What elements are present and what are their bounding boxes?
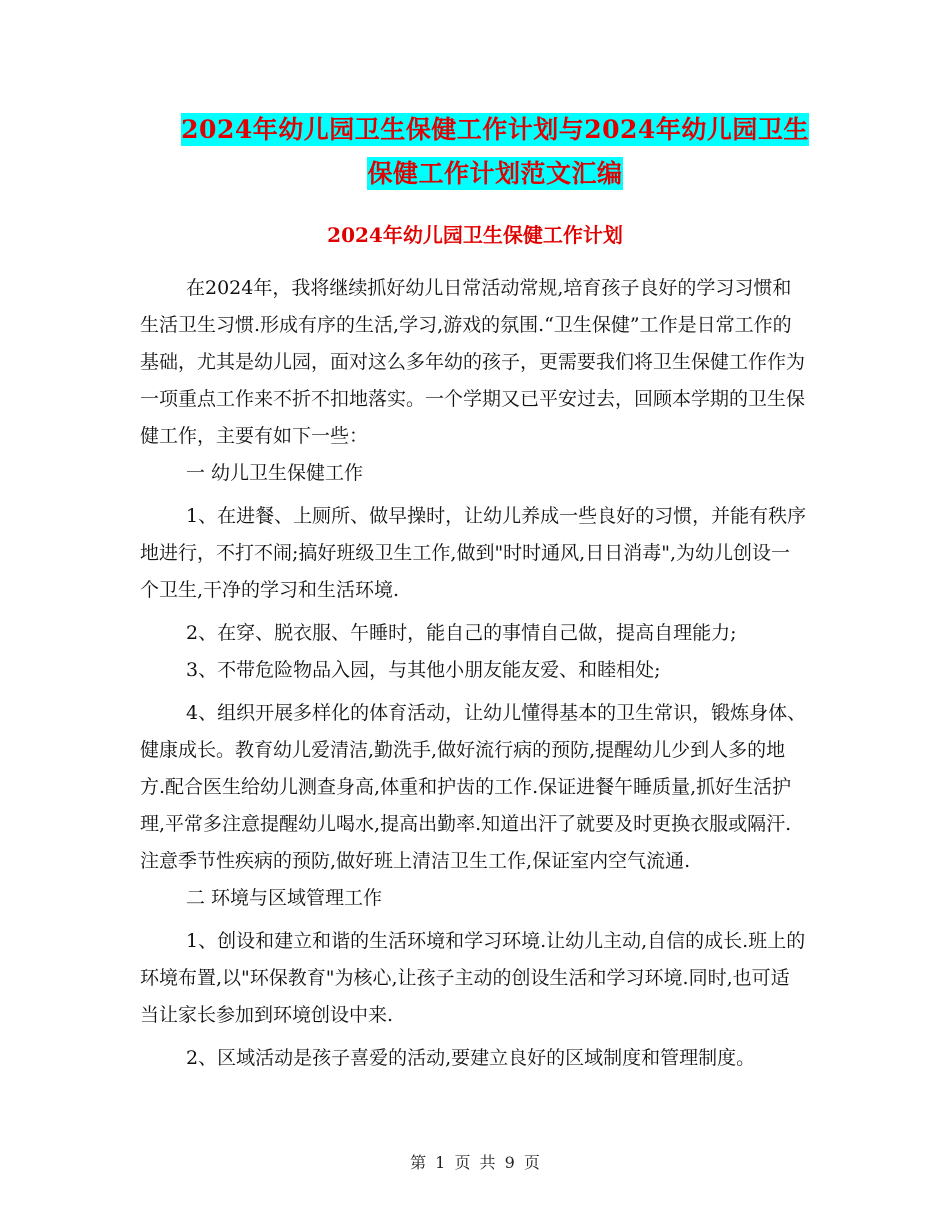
main-title-line-2: 保健工作计划范文汇编: [367, 159, 623, 188]
heading-health-care: 一 幼儿卫生保健工作: [186, 462, 364, 484]
paragraph-env-1: 1、创设和建立和谐的生活环境和学习环境.让幼儿主动,自信的成长.班上的环境布置,以"环保教育"为核心,让孩子主动的创设生活和学习环境.同时,也可适当让家长参加到环境创设中来.: [140, 930, 806, 1026]
paragraph-item-4: 4、组织开展多样化的体育活动，让幼儿懂得基本的卫生常识，锻炼身体、健康成长。教育幼儿爱清洁,勤洗手,做好流行病的预防,提醒幼儿少到人多的地方.配合医生给幼儿测查身高,体重和护齿的工作.保证进餐午睡质量,抓好生活护理,平常多注意提醒幼儿喝水,提高出勤率.知道出汗了就要及时更换衣服或隔汗.注意季节性疾病的预防,做好班上清洁卫生工作,保证室内空气流通.: [140, 702, 807, 872]
main-title: [140, 108, 850, 196]
section-title: 2024年幼儿园卫生保健工作计划: [327, 223, 623, 247]
paragraph-item-3: 3、不带危险物品入园，与其他小朋友能友爱、和睦相处;: [186, 659, 661, 681]
main-title-line-1: 2024年幼儿园卫生保健工作计划与2024年幼儿园卫生: [181, 115, 809, 144]
paragraph-env-2: 2、区域活动是孩子喜爱的活动,要建立良好的区域制度和管理制度。: [186, 1047, 756, 1069]
document-body: [140, 270, 808, 1077]
page-footer: 第 1 页 共 9 页: [410, 1153, 540, 1172]
paragraph-item-2: 2、在穿、脱衣服、午睡时，能自己的事情自己做，提高自理能力;: [186, 622, 737, 644]
heading-environment: 二 环境与区域管理工作: [186, 887, 383, 909]
paragraph-item-1: 1、在进餐、上厕所、做早操时，让幼儿养成一些良好的习惯，并能有秩序地进行，不打不闹;搞好班级卫生工作,做到"时时通风,日日消毒",为幼儿创设一个卫生,干净的学习和生活环境.: [140, 505, 807, 601]
paragraph-intro: 在2024年，我将继续抓好幼儿日常活动常规,培育孩子良好的学习习惯和生活卫生习惯.形成有序的生活,学习,游戏的氛围.“卫生保健”工作是日常工作的基础，尤其是幼儿园，面对这么多年幼的孩子，更需要我们将卫生保健工作作为一项重点工作来不折不扣地落实。一个学期又已平安过去，回顾本学期的卫生保健工作，主要有如下一些：: [140, 277, 806, 447]
